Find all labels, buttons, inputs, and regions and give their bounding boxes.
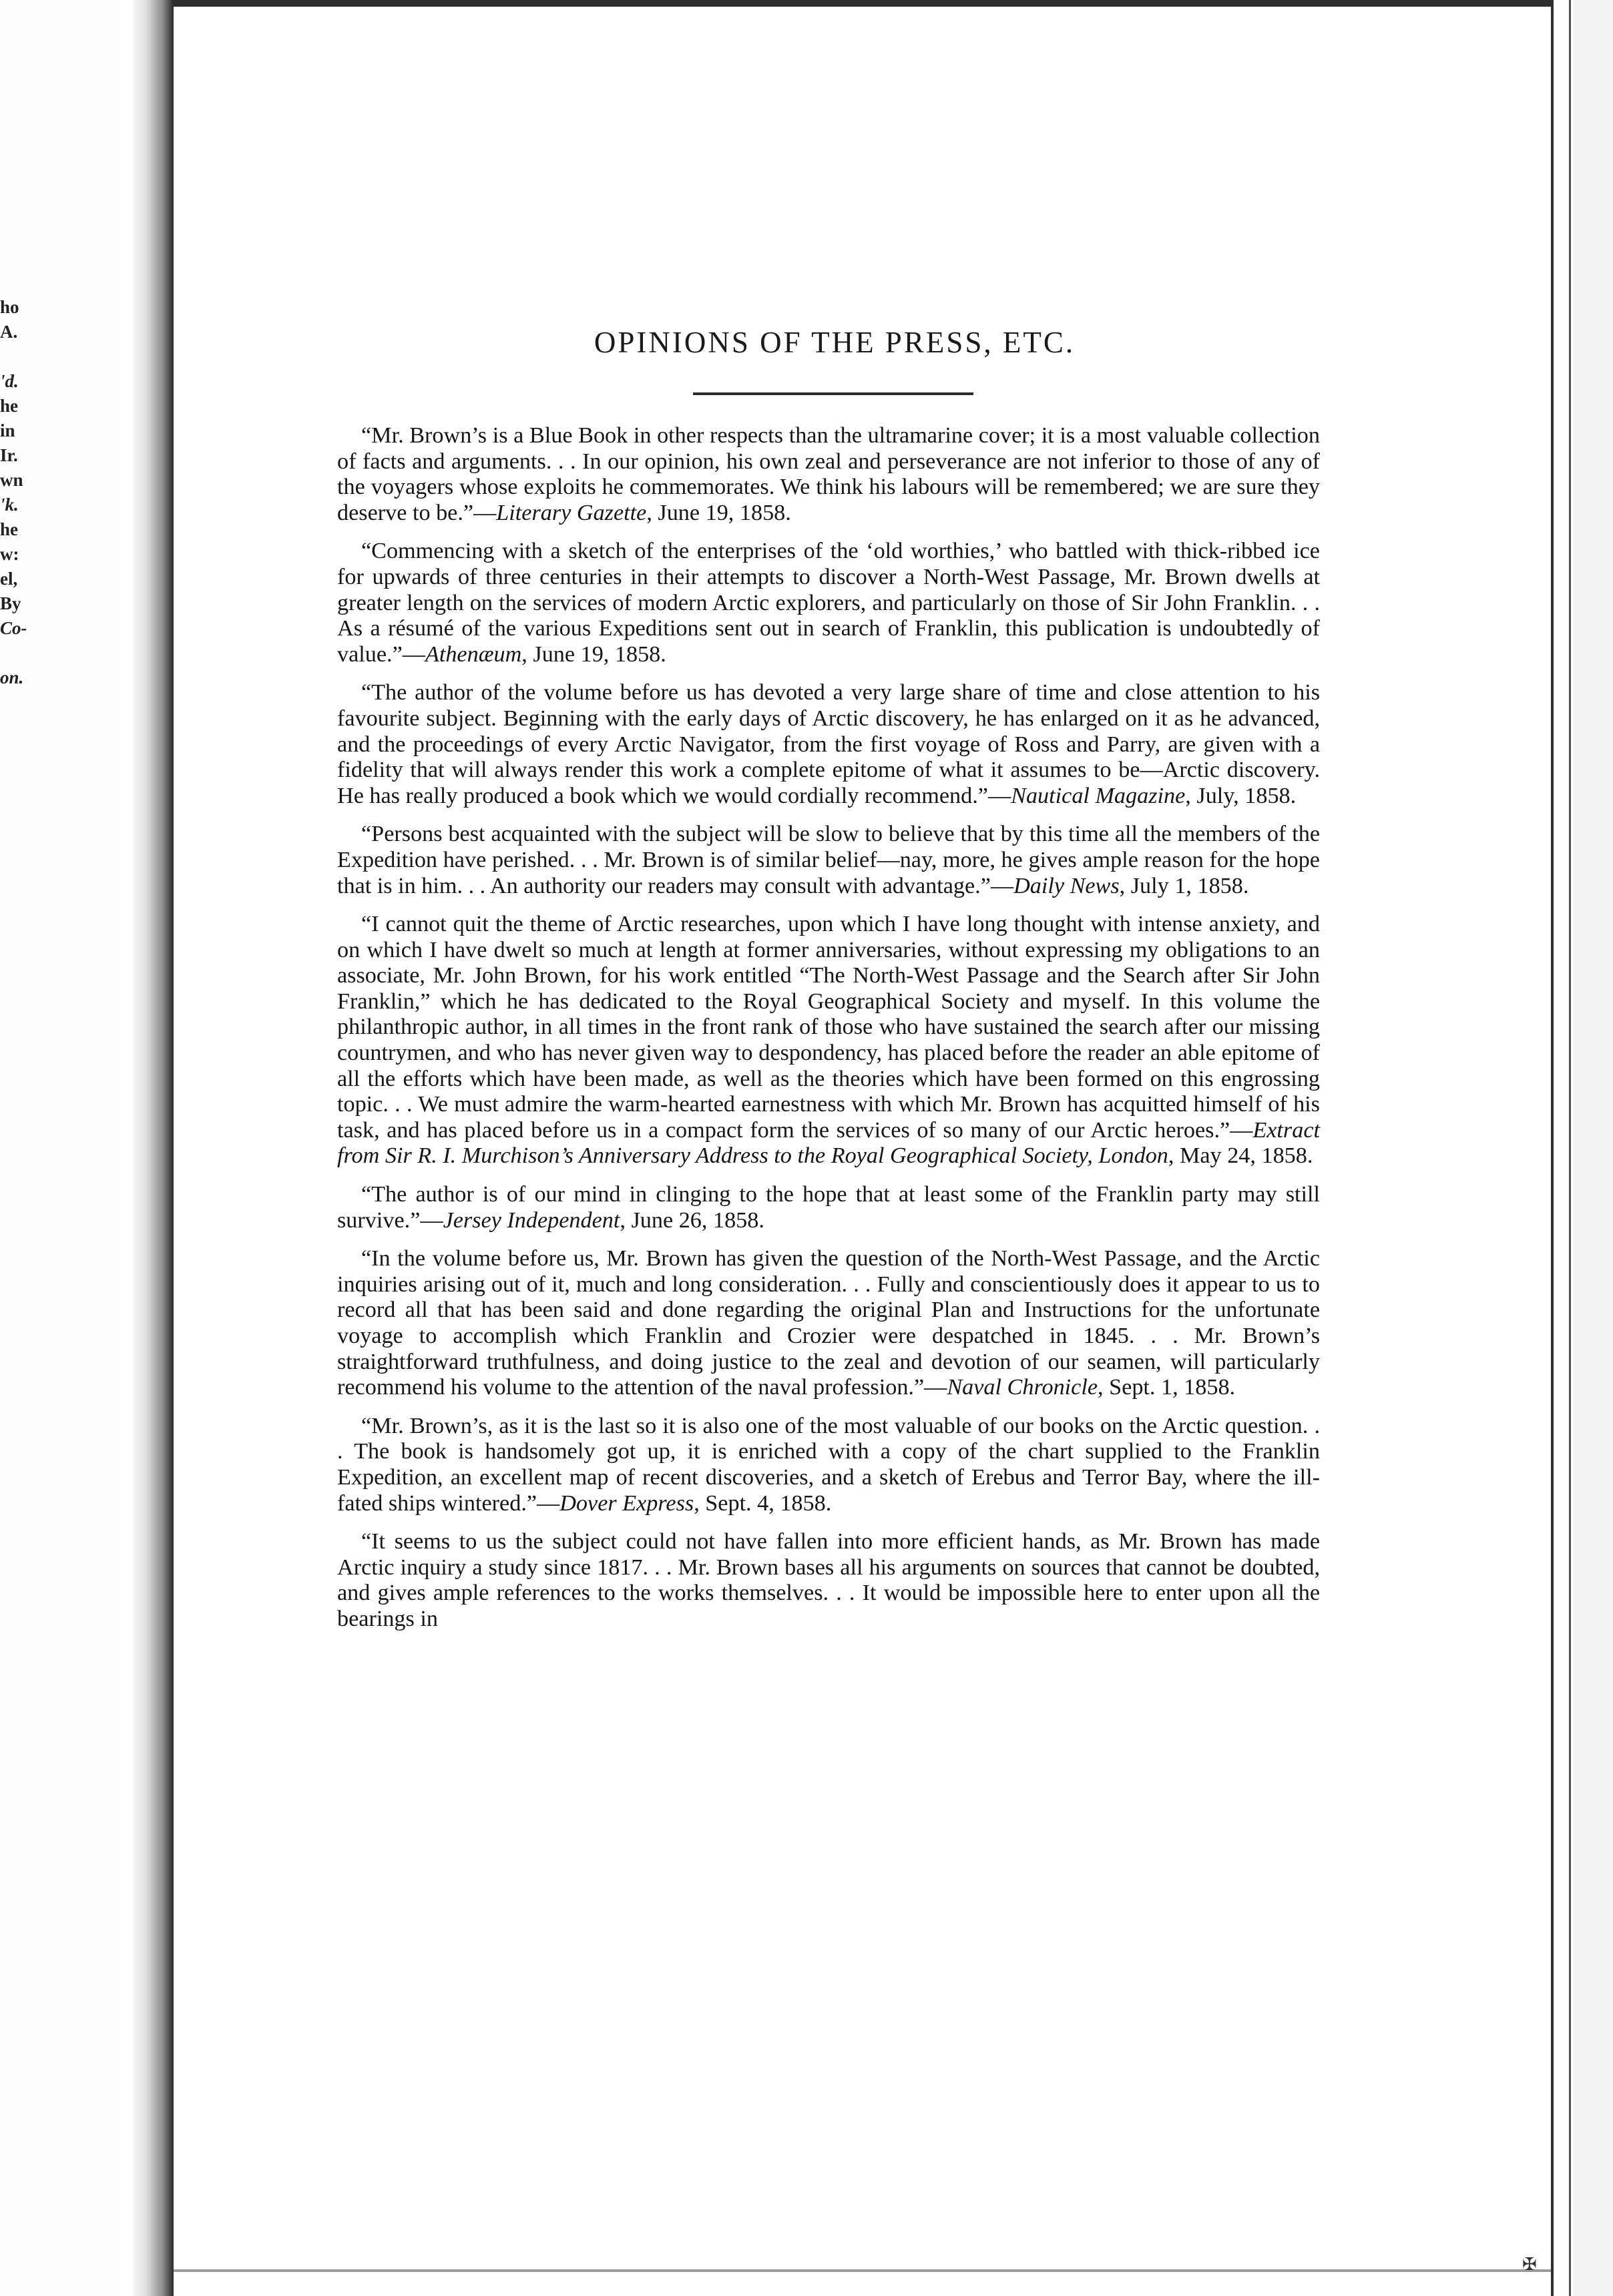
page-heading: OPINIONS OF THE PRESS, ETC. xyxy=(594,326,1076,359)
press-quote xyxy=(337,1246,1320,1401)
margin-fragment: Ir. xyxy=(0,445,18,465)
press-quote xyxy=(337,539,1320,667)
quote-body: “The author of the volume before us has devoted a very large share of time and close attention to his favourite subject. Beginning with the early days of Arctic discovery, he has enlarged on it as he advanced, and the proceedings of every Arctic Navigator, from the first voyage of Ross and Parry, are given with a fidelity that will always render this work a complete epitome of what it assumes to be—Arctic discovery. He has really produced a book which we would cordially recommend.”— xyxy=(337,680,1320,808)
quote-date: , July, 1858. xyxy=(1185,783,1297,808)
press-quote xyxy=(337,822,1320,899)
quote-date: , June 26, 1858. xyxy=(620,1207,764,1233)
margin-fragment: Co- xyxy=(0,618,27,638)
margin-fragment: w: xyxy=(0,544,19,564)
margin-fragment: he xyxy=(0,519,18,539)
margin-fragment: wn xyxy=(0,470,23,490)
page-bottom-edge xyxy=(174,2269,1552,2272)
press-quote xyxy=(337,423,1320,526)
press-quote xyxy=(337,1182,1320,1233)
page-top-edge xyxy=(174,0,1552,7)
book-gutter-shadow xyxy=(134,0,174,2296)
quote-body: “Mr. Brown’s is a Blue Book in other respects than the ultramarine cover; it is a most valuable collection of facts and arguments. . . In our opinion, his own zeal and perseverance are not inferior to those of any of the voyagers whose exploits he commemorates. We think his labours will be remembered; we are sure they deserve to be.”— xyxy=(337,423,1320,525)
margin-fragment: A. xyxy=(0,322,18,342)
quote-date: , May 24, 1858. xyxy=(1168,1143,1313,1169)
quote-date: , Sept. 4, 1858. xyxy=(694,1490,832,1516)
quote-source: Athenæum xyxy=(425,641,522,667)
quote-source: Naval Chronicle xyxy=(947,1375,1098,1400)
margin-fragment: in xyxy=(0,420,15,441)
margin-fragment: 'd. xyxy=(0,371,19,391)
press-quote xyxy=(337,912,1320,1169)
quote-source: Daily News xyxy=(1013,873,1120,898)
press-quote xyxy=(337,680,1320,809)
facing-page-edge xyxy=(0,0,120,2296)
margin-fragment: By xyxy=(0,593,21,613)
page-right-edge xyxy=(1551,0,1554,2296)
margin-fragment: el, xyxy=(0,569,18,589)
cover-margin xyxy=(1573,0,1613,2296)
margin-fragment: on. xyxy=(0,667,24,687)
quote-source: Nautical Magazine xyxy=(1011,783,1186,808)
quote-source: Dover Express xyxy=(559,1490,694,1516)
press-quote xyxy=(337,1414,1320,1516)
quote-body: “I cannot quit the theme of Arctic researches, upon which I have long thought with intense anxiety, and on which I have dwelt so much at length at former anniversaries, without expressing my obligations to an associate, Mr. John Brown, for his work entitled “The North-West Passage and the Search after Sir John Franklin,” which he has dedicated to the Royal Geographical Society and myself. In this volume the philanthropic author, in all times in the front rank of those who have sustained the search after our missing countrymen, and who has never given way to despondency, has placed before the reader an able epitome of all the efforts which have been made, as well as the theories which have been formed on this engrossing topic. . . We must admire the warm-hearted earnestness with which Mr. Brown has acquitted himself of his task, and has placed before us in a compact form the services of so many of our Arctic heroes.”— xyxy=(337,912,1320,1143)
scan-mark: ✠ xyxy=(1522,2255,1537,2274)
margin-fragment: he xyxy=(0,396,18,416)
quote-body: “Commencing with a sketch of the enterprises of the ‘old worthies,’ who battled with thick-ribbed ice for upwards of three centuries in their attempts to discover a North-West Passage, Mr. Brown dwells at greater length on the services of modern Arctic explorers, and particularly on those of Sir John Franklin. . . As a résumé of the various Expeditions sent out in search of Franklin, this publication is undoubtedly of value.”— xyxy=(337,539,1320,667)
quote-source: Extract from Sir R. I. Murchison’s Anniversary Address to the Royal Geographical Society, London xyxy=(337,1117,1320,1169)
margin-fragment: 'k. xyxy=(0,495,19,515)
quote-date: , June 19, 1858. xyxy=(646,500,791,525)
margin-fragment: ho xyxy=(0,297,19,317)
quote-body: “In the volume before us, Mr. Brown has given the question of the North-West Passage, and the Arctic inquiries arising out of it, much and long consideration. . . Fully and conscientiously does it appear to us to record all that has been said and done regarding the original Plan and Instructions for the unfortunate voyage to accomplish which Franklin and Crozier were despatched in 1845. . . Mr. Brown’s straightforward truthfulness, and doing justice to the zeal and devotion of our seamen, will particularly recommend his volume to the attention of the naval profession.”— xyxy=(337,1246,1320,1400)
quote-source: Jersey Independent xyxy=(443,1207,620,1233)
quote-body: “The author is of our mind in clinging to the hope that at least some of the Franklin party may still survive.”— xyxy=(337,1182,1320,1233)
quote-body: “Persons best acquainted with the subject will be slow to believe that by this time all the members of the Expedition have perished. . . Mr. Brown is of similar belief—nay, more, he gives ample reason for the hope that is in him. . . An authority our readers may consult with advantage.”— xyxy=(337,822,1320,898)
cover-edge xyxy=(1569,0,1571,2296)
quote-date: , Sept. 1, 1858. xyxy=(1098,1375,1236,1400)
quote-date: , July 1, 1858. xyxy=(1119,873,1249,898)
quote-body: “It seems to us the subject could not have fallen into more efficient hands, as Mr. Brown has made Arctic inquiry a study since 1817. . . Mr. Brown bases all his arguments on sources that cannot be doubted, and gives ample references to the works themselves. . . It would be impossible here to enter upon all the bearings in xyxy=(337,1529,1320,1631)
press-quotes xyxy=(337,423,1320,1645)
heading-rule xyxy=(693,392,973,395)
quote-date: , June 19, 1858. xyxy=(521,641,666,667)
press-quote xyxy=(337,1529,1320,1632)
quote-source: Literary Gazette xyxy=(496,500,647,525)
quote-body: “Mr. Brown’s, as it is the last so it is also one of the most valuable of our books on the Arctic question. . . The book is handsomely got up, it is enriched with a copy of the chart supplied to the Franklin Expedition, an excellent map of recent discoveries, and a sketch of Erebus and Terror Bay, where the ill-fated ships wintered.”— xyxy=(337,1413,1320,1516)
